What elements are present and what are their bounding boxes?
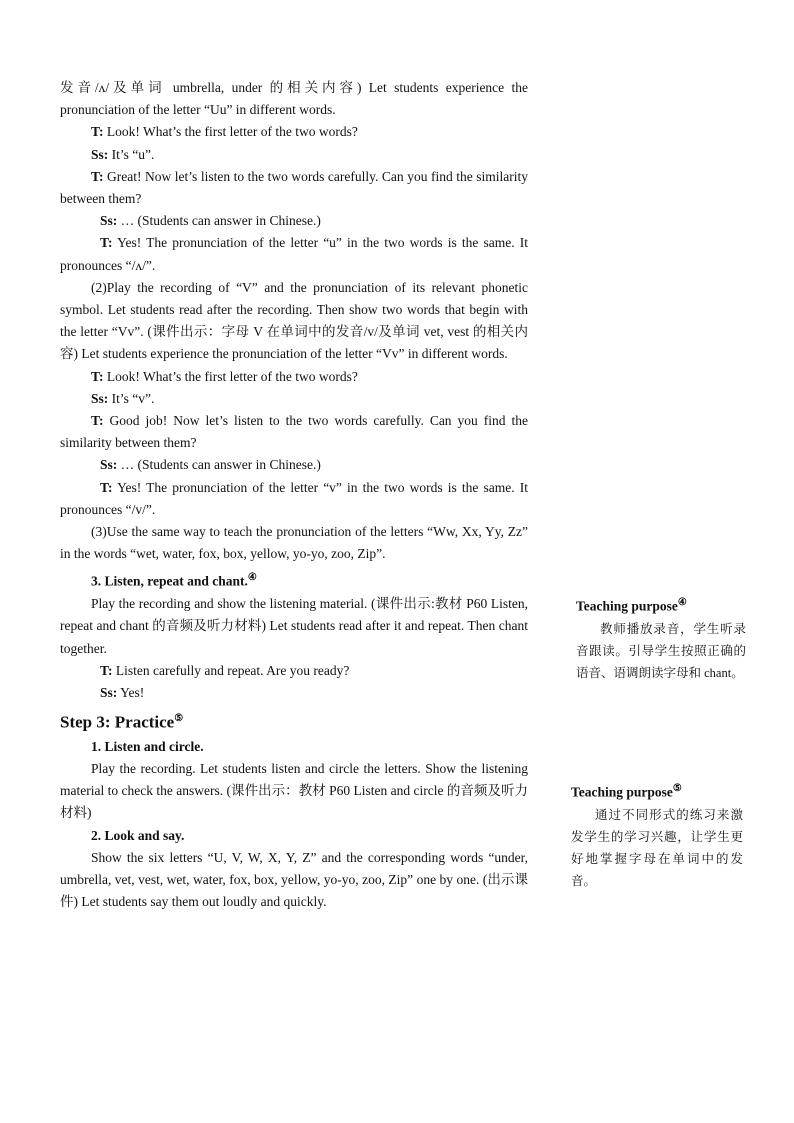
note-body: 通过不同形式的练习来激发学生的学习兴趣，让学生更好地掌握字母在单词中的发音。 bbox=[571, 807, 743, 888]
dialogue-line: Ss: It’s “v”. bbox=[91, 390, 155, 406]
dialogue-line: T: Listen carefully and repeat. Are you ready? bbox=[100, 662, 350, 678]
paragraph-listen: Play the recording and show the listening material. (课件出示:教材 P60 Listen, repeat and chant 的音频及听力材料) Let students read after it and repeat. Then chant together. bbox=[60, 596, 528, 656]
section-heading: 3. Listen, repeat and chant.④ bbox=[91, 572, 257, 589]
teaching-purpose-note bbox=[576, 592, 746, 684]
section-heading: 1. Listen and circle. bbox=[91, 738, 204, 754]
teaching-purpose-note bbox=[571, 778, 743, 892]
dialogue-line: Ss: It’s “u”. bbox=[91, 146, 155, 162]
note-title: Teaching purpose④ bbox=[576, 597, 687, 614]
paragraph-wxyz: (3)Use the same way to teach the pronunciation of the letters “Ww, Xx, Yy, Zz” in the words “wet, water, fox, box, yellow, yo-yo, zoo, Zip”. bbox=[60, 524, 528, 562]
note-body: 教师播放录音，学生听录音跟读。引导学生按照正确的语音、语调朗读字母和 chant。 bbox=[576, 621, 746, 680]
paragraph-circle: Play the recording. Let students listen and circle the letters. Show the listening material to check the answers. (课件出示：教材 P60 Listen and circle 的音频及听力材料) bbox=[60, 761, 528, 821]
note-title: Teaching purpose⑤ bbox=[571, 783, 682, 800]
dialogue-line: T: Look! What’s the first letter of the two words? bbox=[91, 368, 358, 384]
dialogue-line: Ss: … (Students can answer in Chinese.) bbox=[100, 213, 321, 229]
dialogue-line: Ss: … (Students can answer in Chinese.) bbox=[100, 457, 321, 473]
paragraph-v: (2)Play the recording of “V” and the pronunciation of its relevant phonetic symbol. Let students read after the recording. Then show two words that begin with the letter “Vv”. (课件出示：字母 V 在单词中的发音/v/及单词 vet, vest 的相关内容) Let students experience the pronunciation of the letter “Vv” in different words. bbox=[60, 279, 528, 362]
paragraph-u: 发音/ʌ/及单词 umbrella, under 的相关内容) Let students experience the pronunciation of the letter “Uu” in different words. bbox=[60, 80, 528, 118]
dialogue-line: T: Yes! The pronunciation of the letter “u” in the two words is the same. It pronounces “/ʌ/”. bbox=[60, 235, 528, 273]
lesson-body bbox=[60, 77, 528, 913]
paragraph-look: Show the six letters “U, V, W, X, Y, Z” and the corresponding words “under, umbrella, vet, vest, wet, water, fox, box, yellow, yo-yo, zoo, Zip” one by one. (出示课件) Let students say them out loudly and quickly. bbox=[60, 849, 528, 910]
dialogue-line: T: Yes! The pronunciation of the letter “v” in the two words is the same. It pronounces “/v/”. bbox=[60, 479, 528, 517]
step-heading: Step 3: Practice⑤ bbox=[60, 712, 184, 732]
dialogue-line: T: Good job! Now let’s listen to the two words carefully. Can you find the similarity between them? bbox=[60, 413, 529, 451]
dialogue-line: T: Great! Now let’s listen to the two words carefully. Can you find the similarity between them? bbox=[60, 168, 528, 207]
dialogue-line: Ss: Yes! bbox=[100, 684, 145, 700]
section-heading: 2. Look and say. bbox=[91, 827, 185, 843]
dialogue-line: T: Look! What’s the first letter of the two words? bbox=[91, 124, 358, 140]
